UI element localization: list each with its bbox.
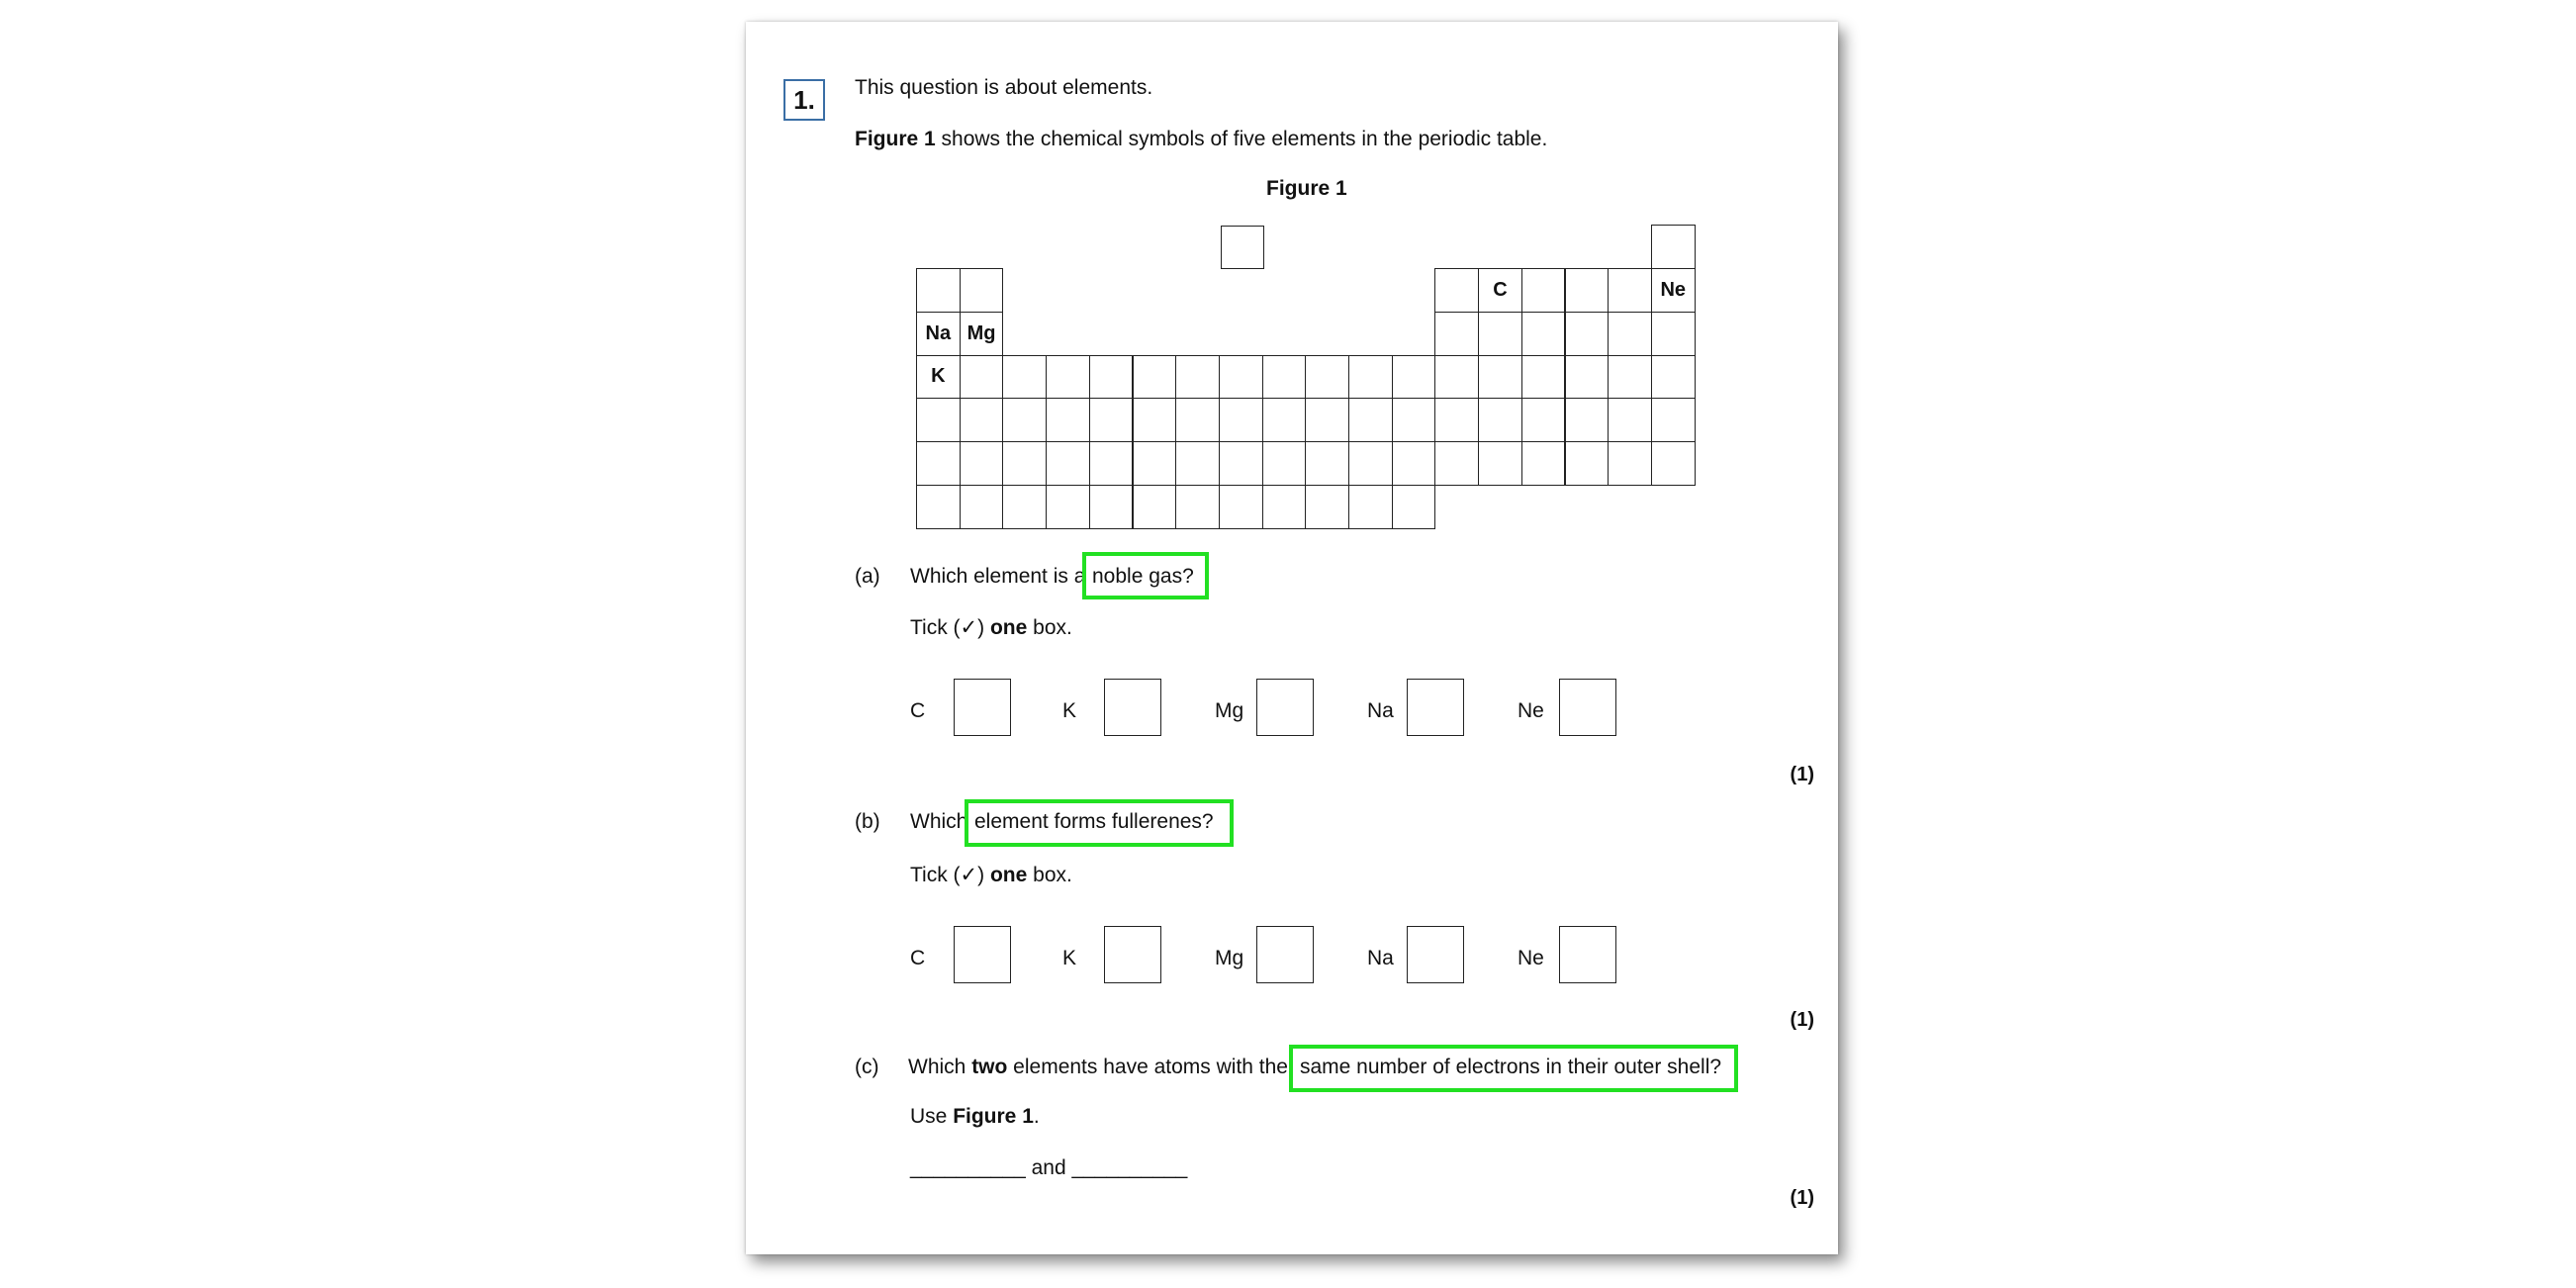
periodic-cell-c: C: [1478, 268, 1522, 313]
part-c-label: (c): [855, 1056, 879, 1078]
part-a-tickbox-mg[interactable]: [1256, 679, 1314, 736]
periodic-cell: [1305, 441, 1349, 486]
part-b-tickbox-na[interactable]: [1407, 926, 1464, 983]
part-a-tickbox-c[interactable]: [954, 679, 1011, 736]
part-a-option-label-na: Na: [1367, 699, 1394, 722]
periodic-cell: [1565, 441, 1610, 486]
figure-reference: [855, 127, 1547, 152]
periodic-cell: [1262, 485, 1307, 529]
periodic-cell: [960, 441, 1004, 486]
periodic-cell: [1133, 355, 1177, 400]
part-a-tickbox-na[interactable]: [1407, 679, 1464, 736]
use-text: Use: [910, 1105, 954, 1128]
periodic-cell: [1219, 485, 1263, 529]
part-b-label: (b): [855, 810, 880, 833]
part-c-question-bold: two: [971, 1056, 1008, 1078]
periodic-cell-na: Na: [916, 312, 961, 356]
periodic-cell: [1089, 441, 1134, 486]
part-b-option-label-ne: Ne: [1518, 947, 1544, 969]
part-b-marks: (1): [1790, 1009, 1814, 1031]
part-b-option-label-mg: Mg: [1215, 947, 1244, 969]
periodic-cell-h: [1221, 226, 1264, 269]
part-a-option-label-ne: Ne: [1518, 699, 1544, 722]
part-b-tick-instruction: [910, 863, 1072, 888]
periodic-cell: [916, 268, 961, 313]
part-a-option-label-mg: Mg: [1215, 699, 1244, 722]
periodic-cell: [1348, 355, 1393, 400]
periodic-cell: [1305, 485, 1349, 529]
part-c-highlight-text: same number of electrons in their outer shell?: [1300, 1056, 1722, 1078]
periodic-cell: [1133, 398, 1177, 442]
periodic-cell: [1002, 355, 1047, 400]
periodic-cell: [1392, 485, 1436, 529]
periodic-cell-mg: Mg: [960, 312, 1004, 356]
figure-ref-text: shows the chemical symbols of five elements in the periodic table.: [935, 128, 1548, 150]
part-b-tickbox-c[interactable]: [954, 926, 1011, 983]
periodic-cell: [1565, 398, 1610, 442]
periodic-cell: [1089, 485, 1134, 529]
periodic-cell: [1392, 441, 1436, 486]
periodic-cell: [916, 485, 961, 529]
periodic-cell: [1046, 441, 1090, 486]
periodic-cell: [916, 441, 961, 486]
periodic-cell: [1175, 398, 1220, 442]
part-b-option-label-c: C: [910, 947, 926, 969]
periodic-cell: [1348, 441, 1393, 486]
periodic-cell: [1262, 441, 1307, 486]
tick-bold: one: [989, 864, 1028, 886]
part-a-tick-instruction: [910, 615, 1072, 641]
periodic-cell: [1348, 485, 1393, 529]
periodic-cell: [1651, 355, 1696, 400]
periodic-cell: [960, 485, 1004, 529]
periodic-cell: [1133, 441, 1177, 486]
use-bold: Figure 1: [953, 1105, 1034, 1128]
use-text-end: .: [1033, 1105, 1040, 1128]
periodic-cell: [1002, 485, 1047, 529]
periodic-cell: [960, 355, 1004, 400]
figure-ref-bold: Figure 1: [855, 128, 936, 150]
periodic-cell: [1046, 398, 1090, 442]
part-a-tickbox-ne[interactable]: [1559, 679, 1616, 736]
part-b-question-text: Which: [910, 810, 968, 833]
periodic-cell: [1089, 355, 1134, 400]
periodic-cell: [1521, 312, 1566, 356]
periodic-cell: [1521, 398, 1566, 442]
periodic-cell: [1565, 268, 1610, 313]
periodic-cell: [1478, 398, 1522, 442]
periodic-cell: [1651, 312, 1696, 356]
periodic-cell: [1565, 355, 1610, 400]
periodic-cell-ne: Ne: [1651, 268, 1696, 313]
periodic-cell: [1133, 485, 1177, 529]
part-a-option-label-c: C: [910, 699, 926, 722]
periodic-cell: [1434, 312, 1479, 356]
part-b-option-label-k: K: [1062, 947, 1077, 969]
periodic-cell: [1651, 441, 1696, 486]
part-b-tickbox-k[interactable]: [1104, 926, 1161, 983]
periodic-cell: [1521, 441, 1566, 486]
periodic-cell: [1565, 312, 1610, 356]
periodic-cell: [1392, 355, 1436, 400]
periodic-cell: [1608, 312, 1652, 356]
part-c-question: [908, 1055, 1288, 1080]
periodic-cell: [1002, 398, 1047, 442]
periodic-cell: [1521, 355, 1566, 400]
periodic-cell: [1608, 268, 1652, 313]
part-c-use-figure: [910, 1104, 1040, 1130]
figure-caption: Figure 1: [1266, 177, 1347, 200]
part-b-tickbox-mg[interactable]: [1256, 926, 1314, 983]
periodic-cell: [1608, 398, 1652, 442]
periodic-cell: [1219, 398, 1263, 442]
part-c-question-text-2: elements have atoms with the: [1007, 1056, 1288, 1078]
tick-text-end: box.: [1027, 864, 1072, 886]
periodic-cell: [960, 398, 1004, 442]
tick-text: Tick (✓): [910, 864, 990, 886]
part-a-highlight-text: noble gas?: [1092, 565, 1194, 588]
tick-text: Tick (✓): [910, 616, 990, 639]
periodic-cell: [1434, 355, 1479, 400]
periodic-cell: [1175, 355, 1220, 400]
periodic-cell: [1262, 398, 1307, 442]
periodic-cell: [1608, 355, 1652, 400]
part-c-question-text: Which: [908, 1056, 972, 1078]
part-a-question: [910, 564, 1085, 590]
periodic-cell: [960, 268, 1004, 313]
periodic-cell: [1434, 441, 1479, 486]
part-a-marks: (1): [1790, 764, 1814, 785]
periodic-cell: [1434, 398, 1479, 442]
periodic-cell: [1262, 355, 1307, 400]
periodic-cell: [1175, 485, 1220, 529]
part-b-option-label-na: Na: [1367, 947, 1394, 969]
periodic-cell: [916, 398, 961, 442]
periodic-cell: [1046, 355, 1090, 400]
question-intro: This question is about elements.: [855, 76, 1153, 99]
part-a-option-label-k: K: [1062, 699, 1077, 722]
periodic-cell: [1305, 355, 1349, 400]
part-c-marks: (1): [1790, 1187, 1814, 1209]
part-a-question-text: Which element is a: [910, 565, 1086, 588]
periodic-cell: [1002, 441, 1047, 486]
periodic-cell: [1434, 268, 1479, 313]
periodic-cell: [1392, 398, 1436, 442]
periodic-cell: [1219, 441, 1263, 486]
periodic-cell: [1651, 398, 1696, 442]
part-b-highlight-text: element forms fullerenes?: [974, 810, 1214, 833]
part-a-label: (a): [855, 565, 880, 588]
periodic-cell: [1175, 441, 1220, 486]
periodic-cell: [1478, 355, 1522, 400]
part-b-tickbox-ne[interactable]: [1559, 926, 1616, 983]
periodic-cell: [1651, 225, 1696, 269]
periodic-cell: [1348, 398, 1393, 442]
periodic-cell: [1046, 485, 1090, 529]
tick-bold: one: [989, 616, 1028, 639]
periodic-cell: [1478, 312, 1522, 356]
periodic-cell: [1089, 398, 1134, 442]
periodic-cell-k: K: [916, 355, 961, 400]
periodic-cell: [1608, 441, 1652, 486]
exam-page: [746, 22, 1838, 1254]
periodic-cell: [1219, 355, 1263, 400]
question-number: 1.: [783, 79, 825, 121]
periodic-cell: [1478, 441, 1522, 486]
tick-text-end: box.: [1027, 616, 1072, 639]
part-c-answer-line[interactable]: __________ and __________: [910, 1156, 1188, 1179]
part-a-tickbox-k[interactable]: [1104, 679, 1161, 736]
periodic-cell: [1521, 268, 1566, 313]
periodic-cell: [1305, 398, 1349, 442]
